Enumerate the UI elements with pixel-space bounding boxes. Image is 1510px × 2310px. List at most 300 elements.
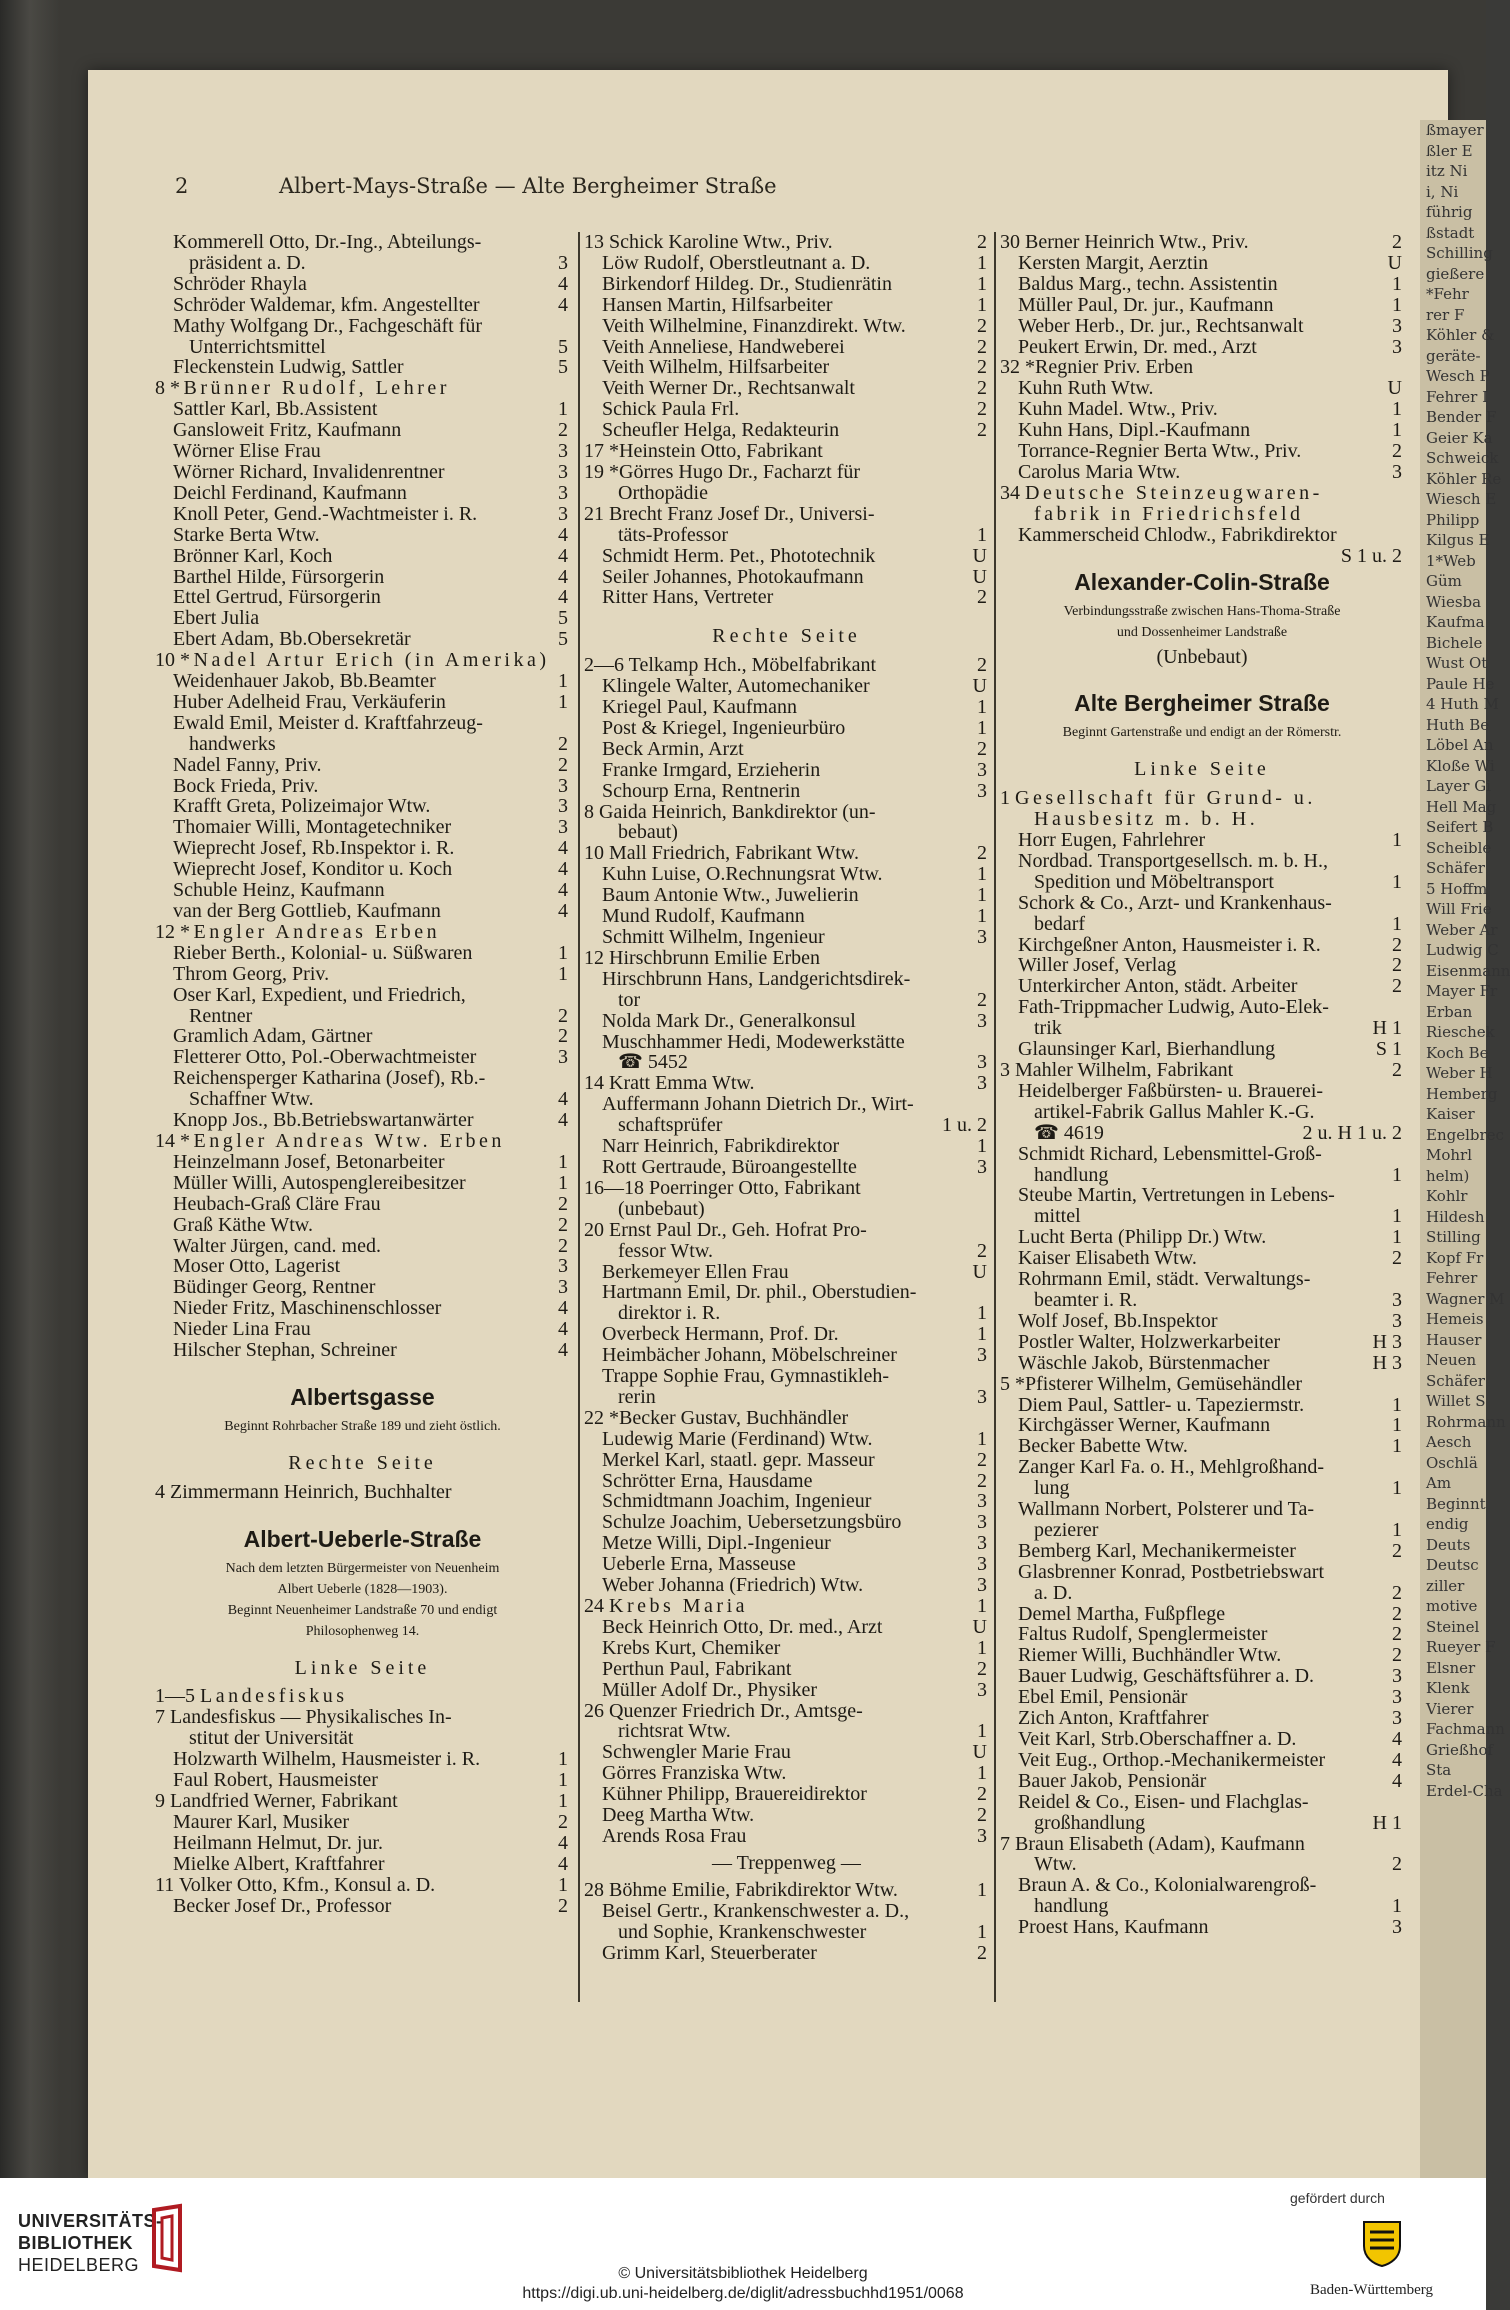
- floor-indicator: 1: [977, 523, 987, 546]
- floor-indicator: 3: [1392, 1686, 1402, 1709]
- entry-text: Starke Berta Wtw.: [173, 523, 320, 546]
- floor-indicator: 3: [558, 481, 568, 504]
- edge-fragment: Beginnt: [1426, 1494, 1486, 1513]
- entry-text: Hartmann Emil, Dr. phil., Oberstudien-: [602, 1281, 917, 1304]
- floor-indicator: 2 u. H 1 u. 2: [1302, 1121, 1402, 1144]
- entry-text: Sattler Karl, Bb.Assistent: [173, 398, 378, 421]
- edge-fragment: motive: [1426, 1597, 1478, 1615]
- entry-continuation: [1000, 1123, 1404, 1144]
- resident-entry: [584, 1763, 989, 1784]
- house-number: 14: [584, 1072, 604, 1095]
- edge-fragment: 4 Huth M: [1426, 695, 1499, 713]
- entry-text: *Engler Andreas Wtw. Erben: [180, 1129, 505, 1152]
- entry-text: Mund Rudolf, Kaufmann: [602, 905, 805, 928]
- street-note: Nach dem letzten Bürgermeister von Neuenheim: [225, 1560, 500, 1576]
- edge-fragment: Löbel An: [1426, 736, 1494, 754]
- resident-entry: [155, 483, 570, 504]
- entry-text: Kommerell Otto, Dr.-Ing., Abteilungs-: [173, 231, 482, 253]
- floor-indicator: 1: [977, 884, 987, 907]
- resident-entry: [155, 587, 570, 608]
- resident-entry: [584, 1943, 989, 1964]
- side-heading: Rechte Seite: [288, 1451, 437, 1474]
- side-heading: Linke Seite: [294, 1656, 431, 1679]
- entry-text: Diem Paul, Sattler- u. Tapeziermstr.: [1018, 1393, 1305, 1416]
- resident-entry: [155, 880, 570, 901]
- entry-text: Fleckenstein Ludwig, Sattler: [173, 356, 404, 379]
- floor-indicator: 1: [977, 1920, 987, 1943]
- floor-indicator: 3: [1392, 1288, 1402, 1311]
- floor-indicator: U: [972, 1741, 987, 1764]
- entry-continuation: [584, 1052, 989, 1073]
- entry-text: Auffermann Johann Dietrich Dr., Wirt-: [602, 1093, 914, 1116]
- street-title: Alexander-Colin-Straße: [1074, 568, 1330, 595]
- floor-indicator: 1: [558, 690, 568, 713]
- entry-text: lung: [1034, 1477, 1070, 1500]
- entry-text: Wtw.: [1034, 1853, 1077, 1876]
- floor-indicator: 4: [558, 1852, 568, 1875]
- entry-text: *Becker Gustav, Buchhändler: [609, 1406, 849, 1429]
- entry-text: Berkemeyer Ellen Frau: [602, 1260, 789, 1283]
- entry-text: Kaiser Elisabeth Wtw.: [1018, 1247, 1197, 1270]
- entry-text: Kuhn Luise, O.Rechnungsrat Wtw.: [602, 863, 883, 886]
- floor-indicator: S 1: [1375, 1038, 1402, 1061]
- resident-entry: [1000, 997, 1404, 1018]
- entry-text: Veith Wilhelm, Hilfsarbeiter: [602, 356, 830, 379]
- edge-fragment: Fehrer I: [1426, 387, 1489, 406]
- entry-text: Kammerscheid Chlodw., Fabrikdirektor: [1018, 523, 1337, 546]
- edge-fragment: Huth Be: [1426, 715, 1490, 734]
- street-note: Beginnt Rohrbacher Straße 189 und zieht östlich.: [224, 1418, 501, 1434]
- floor-indicator: 4: [558, 900, 568, 922]
- resident-entry: [584, 1136, 989, 1157]
- logo-line-1: UNIVERSITÄTS-: [18, 2211, 163, 2231]
- entry-text: Mielke Albert, Kraftfahrer: [173, 1852, 385, 1875]
- resident-entry: [584, 420, 989, 441]
- resident-entry: [1000, 1395, 1404, 1416]
- floor-indicator: 1: [558, 1171, 568, 1194]
- entry-text: schaftsprüfer: [618, 1114, 723, 1137]
- resident-entry: [155, 943, 570, 964]
- resident-entry: [1000, 378, 1404, 399]
- floor-indicator: 1: [1392, 1895, 1402, 1918]
- resident-entry: [1000, 1248, 1404, 1269]
- floor-indicator: 2: [558, 1234, 568, 1257]
- entry-text: Nieder Lina Frau: [173, 1318, 311, 1341]
- floor-indicator: 2: [558, 1810, 568, 1833]
- copyright-text: © Universitätsbibliothek Heidelberg: [618, 2265, 868, 2282]
- entry-text: Kuhn Ruth Wtw.: [1018, 377, 1154, 400]
- entry-text: täts-Professor: [618, 523, 728, 546]
- resident-entry: [1000, 955, 1404, 976]
- floor-indicator: 5: [558, 628, 568, 651]
- entry-text: Thomaier Willi, Montagetechniker: [173, 816, 452, 839]
- entry-text: Schmidt Herm. Pet., Phototechnik: [602, 544, 876, 567]
- resident-entry: [584, 1032, 989, 1053]
- entry-text: Heidelberger Faßbürsten- u. Brauerei-: [1018, 1079, 1324, 1102]
- house-number: 13: [584, 231, 604, 253]
- resident-entry: [155, 1236, 570, 1257]
- entry-text: Schröder Rhayla: [173, 272, 307, 295]
- house-number-entry: [584, 655, 989, 676]
- entry-text: Moser Otto, Lagerist: [173, 1255, 341, 1278]
- house-number-entry: [155, 1131, 570, 1152]
- entry-text: Holzwarth Wilhelm, Hausmeister i. R.: [173, 1748, 481, 1771]
- floor-indicator: 4: [1392, 1748, 1402, 1771]
- resident-entry: [1000, 1436, 1404, 1457]
- floor-indicator: 2: [558, 1894, 568, 1917]
- resident-entry: [155, 357, 570, 378]
- floor-indicator: 3: [977, 1490, 987, 1513]
- floor-indicator: 1: [558, 1769, 568, 1792]
- edge-fragment: 1*Web: [1426, 551, 1476, 570]
- house-number-entry: [155, 1791, 570, 1812]
- entry-text: Gesellschaft für Grund- u.: [1015, 787, 1316, 810]
- floor-indicator: 2: [558, 1004, 568, 1027]
- resident-entry: [155, 629, 570, 650]
- entry-text: Schmidt Richard, Lebensmittel-Groß-: [1018, 1142, 1322, 1165]
- entry-text: Zimmermann Heinrich, Buchhalter: [170, 1480, 452, 1503]
- edge-fragment: Kaufma: [1426, 613, 1485, 631]
- entry-text: *Engler Andreas Erben: [180, 920, 441, 943]
- floor-indicator: 2: [558, 419, 568, 442]
- floor-indicator: 1: [1392, 1163, 1402, 1186]
- edge-fragment: Deuts: [1426, 1535, 1471, 1554]
- edge-fragment: Wiesch E: [1426, 490, 1497, 508]
- entry-text: Spedition und Möbeltransport: [1034, 870, 1274, 893]
- edge-fragment: itz Ni: [1426, 162, 1468, 180]
- entry-text: Ebert Adam, Bb.Obersekretär: [173, 628, 411, 651]
- house-number-entry: [584, 1880, 989, 1901]
- entry-text: Landesfiskus: [200, 1685, 348, 1708]
- source-url[interactable]: https://digi.ub.uni-heidelberg.de/diglit/adressbuchhd1951/0068: [522, 2285, 964, 2302]
- floor-indicator: 4: [558, 272, 568, 295]
- resident-entry: [155, 316, 570, 337]
- floor-indicator: 4: [558, 1318, 568, 1341]
- house-number: 12: [155, 920, 175, 943]
- entry-text: großhandlung: [1034, 1811, 1146, 1834]
- floor-indicator: U: [972, 1260, 987, 1283]
- edge-fragment: Schweick: [1426, 449, 1499, 467]
- house-number-entry: [584, 802, 989, 823]
- edge-fragment: rer F: [1426, 305, 1465, 324]
- resident-entry: [584, 1262, 989, 1283]
- resident-entry: [155, 796, 570, 817]
- floor-indicator: 3: [977, 779, 987, 802]
- house-number-entry: [584, 843, 989, 864]
- edge-fragment: Wiesba: [1426, 592, 1482, 611]
- resident-entry: [1000, 1227, 1404, 1248]
- entry-text: Rohrmann Emil, städt. Verwaltungs-: [1018, 1268, 1311, 1291]
- resident-entry: [584, 1901, 989, 1922]
- edge-fragment: Am: [1426, 1474, 1452, 1492]
- floor-indicator: 2: [1392, 933, 1402, 956]
- resident-entry: [1000, 1332, 1404, 1353]
- house-number-entry: [1000, 788, 1404, 809]
- edge-fragment: Fachmann: [1426, 1720, 1505, 1738]
- edge-fragment: Paule He: [1426, 674, 1495, 693]
- house-number: 1: [1000, 787, 1010, 810]
- floor-indicator: 1: [558, 941, 568, 964]
- floor-indicator: S 1 u. 2: [1340, 544, 1402, 567]
- floor-indicator: 2: [977, 335, 987, 358]
- entry-text: Grimm Karl, Steuerberater: [602, 1941, 817, 1964]
- floor-indicator: 4: [558, 1088, 568, 1111]
- entry-text: Veith Anneliese, Handweberei: [602, 335, 845, 358]
- floor-indicator: 1: [1392, 870, 1402, 893]
- edge-fragment: Rieschek: [1426, 1023, 1495, 1041]
- floor-indicator: 1: [977, 272, 987, 295]
- entry-text: Kirchgässer Werner, Kaufmann: [1018, 1414, 1271, 1437]
- floor-indicator: U: [1387, 377, 1402, 400]
- column-3: [1000, 232, 1404, 1938]
- entry-text: Zich Anton, Kraftfahrer: [1018, 1707, 1209, 1730]
- resident-entry: [584, 337, 989, 358]
- page-number: 2: [175, 174, 189, 198]
- house-number: 7: [155, 1706, 165, 1729]
- edge-fragment: Ludwig C: [1426, 941, 1499, 959]
- entry-text: Wallmann Norbert, Polsterer und Ta-: [1018, 1498, 1314, 1521]
- floor-indicator: 1: [558, 398, 568, 421]
- entry-text: Bauer Ludwig, Geschäftsführer a. D.: [1018, 1665, 1315, 1688]
- entry-text: Büdinger Georg, Rentner: [173, 1276, 376, 1299]
- floor-indicator: 2: [1392, 954, 1402, 977]
- house-number-entry: [584, 504, 989, 525]
- resident-entry: [1000, 1750, 1404, 1771]
- entry-text: Narr Heinrich, Fabrikdirektor: [602, 1135, 840, 1158]
- entry-continuation: [584, 1199, 989, 1220]
- resident-entry: [155, 1319, 570, 1340]
- resident-entry: [1000, 935, 1404, 956]
- entry-continuation: [1000, 1018, 1404, 1039]
- entry-text: Mahler Wilhelm, Fabrikant: [1015, 1059, 1234, 1081]
- entry-text: Wäschle Jakob, Bürstenmacher: [1018, 1351, 1270, 1374]
- floor-indicator: U: [972, 544, 987, 567]
- edge-fragment: Fehrer: [1426, 1269, 1478, 1287]
- floor-indicator: 3: [977, 1385, 987, 1408]
- resident-entry: [155, 420, 570, 441]
- floor-indicator: 1: [558, 670, 568, 693]
- entry-text: *Görres Hugo Dr., Facharzt für: [609, 460, 861, 483]
- floor-indicator: H 1: [1372, 1017, 1402, 1040]
- resident-entry: [155, 985, 570, 1006]
- resident-entry: [155, 232, 570, 253]
- entry-text: Bock Frieda, Priv.: [173, 774, 319, 797]
- floor-indicator: 4: [558, 544, 568, 567]
- floor-indicator: H 3: [1372, 1351, 1402, 1374]
- floor-indicator: U: [972, 675, 987, 698]
- floor-indicator: 2: [558, 1213, 568, 1236]
- floor-indicator: 1: [558, 1748, 568, 1771]
- resident-entry: [584, 969, 989, 990]
- entry-continuation: [1000, 1854, 1404, 1875]
- entry-continuation: [1000, 1896, 1404, 1917]
- house-number-entry: [1000, 1374, 1404, 1395]
- resident-entry: [155, 295, 570, 316]
- entry-text: Schick Paula Frl.: [602, 398, 740, 421]
- entry-continuation: [1000, 872, 1404, 893]
- edge-fragment: Scheible: [1426, 838, 1492, 857]
- entry-text: Horr Eugen, Fahrlehrer: [1018, 829, 1206, 852]
- resident-entry: [584, 1324, 989, 1345]
- column-rule: [578, 232, 580, 2002]
- entry-text: Demel Martha, Fußpflege: [1018, 1602, 1226, 1625]
- resident-entry: [1000, 1771, 1404, 1792]
- house-number: 12: [584, 946, 604, 969]
- edge-fragment: Sta: [1426, 1761, 1452, 1779]
- entry-text: rerin: [618, 1385, 656, 1408]
- resident-entry: [584, 781, 989, 802]
- entry-text: Zanger Karl Fa. o. H., Mehlgroßhand-: [1018, 1456, 1325, 1479]
- entry-continuation: [1000, 809, 1404, 830]
- resident-entry: [155, 399, 570, 420]
- floor-indicator: 1: [977, 1762, 987, 1785]
- entry-text: Kuhn Madel. Wtw., Priv.: [1018, 398, 1218, 421]
- floor-indicator: 1: [558, 1790, 568, 1812]
- entry-text: Braun Elisabeth (Adam), Kaufmann: [1015, 1832, 1305, 1855]
- street-note: Beginnt Neuenheimer Landstraße 70 und endigt: [227, 1602, 498, 1618]
- resident-entry: [584, 316, 989, 337]
- floor-indicator: 2: [1392, 440, 1402, 463]
- edge-fragment: Deutsc: [1426, 1556, 1479, 1574]
- edge-fragment: gießere: [1426, 264, 1485, 283]
- entry-text: Baldus Marg., techn. Assistentin: [1018, 272, 1278, 295]
- house-number-entry: [1000, 483, 1404, 504]
- floor-indicator: 5: [558, 335, 568, 358]
- edge-fragment: helm): [1426, 1166, 1470, 1185]
- entry-text: Reidel & Co., Eisen- und Flachglas-: [1018, 1790, 1309, 1813]
- floor-indicator: 3: [977, 1532, 987, 1555]
- entry-text: Wolf Josef, Bb.Inspektor: [1018, 1309, 1218, 1332]
- floor-indicator: 2: [1392, 1539, 1402, 1562]
- resident-entry: [584, 1554, 989, 1575]
- floor-indicator: 4: [558, 837, 568, 860]
- floor-indicator: 3: [1392, 335, 1402, 358]
- footer-bar: [0, 2178, 1486, 2310]
- floor-indicator: 3: [977, 1344, 987, 1367]
- edge-fragment: Weber H: [1426, 1064, 1493, 1082]
- entry-continuation: [155, 1006, 570, 1027]
- entry-text: Weber Johanna (Friedrich) Wtw.: [602, 1574, 864, 1597]
- entry-text: Post & Kriegel, Ingenieurbüro: [602, 716, 846, 739]
- entry-text: handwerks: [189, 732, 276, 755]
- resident-entry: [1000, 441, 1404, 462]
- entry-text: Landesfiskus — Physikalisches In-: [170, 1706, 452, 1729]
- entry-text: beamter i. R.: [1034, 1288, 1138, 1311]
- floor-indicator: 1: [977, 905, 987, 928]
- resident-entry: [584, 1680, 989, 1701]
- entry-text: Kersten Margit, Aerztin: [1018, 251, 1209, 274]
- resident-entry: [584, 1512, 989, 1533]
- floor-indicator: U: [1387, 251, 1402, 274]
- entry-text: Klingele Walter, Automechaniker: [602, 675, 870, 698]
- floor-indicator: 4: [1392, 1769, 1402, 1792]
- entry-text: Braun A. & Co., Kolonialwarengroß-: [1018, 1874, 1317, 1897]
- resident-entry: [584, 760, 989, 781]
- resident-entry: [155, 274, 570, 295]
- entry-text: Becker Josef Dr., Professor: [173, 1894, 392, 1917]
- edge-fragment: Schilling: [1426, 244, 1493, 262]
- entry-text: handlung: [1034, 1163, 1109, 1186]
- resident-entry: [1000, 1415, 1404, 1436]
- floor-indicator: U: [972, 565, 987, 588]
- resident-entry: [1000, 1645, 1404, 1666]
- entry-text: Knopp Jos., Bb.Betriebswartanwärter: [173, 1109, 474, 1132]
- entry-text: bebaut): [618, 821, 678, 844]
- entry-text: Nadel Fanny, Priv.: [173, 753, 322, 776]
- entry-text: Ebel Emil, Pensionär: [1018, 1686, 1188, 1709]
- entry-continuation: [155, 337, 570, 358]
- resident-entry: [155, 817, 570, 838]
- floor-indicator: 2: [1392, 1247, 1402, 1270]
- house-number-entry: [1000, 232, 1404, 253]
- entry-text: Faltus Rudolf, Spenglermeister: [1018, 1623, 1268, 1646]
- floor-indicator: 4: [558, 1339, 568, 1362]
- house-number: 26: [584, 1699, 604, 1722]
- state-crest-icon: [1360, 2218, 1404, 2268]
- entry-text: Brönner Karl, Koch: [173, 544, 333, 567]
- entry-text: Ueberle Erna, Masseuse: [602, 1553, 796, 1576]
- entry-text: Telkamp Hch., Möbelfabrikant: [628, 654, 877, 677]
- house-number-entry: [584, 232, 989, 253]
- resident-entry: [1000, 1917, 1404, 1938]
- floor-indicator: 1: [1392, 293, 1402, 316]
- floor-indicator: 3: [977, 1678, 987, 1701]
- entry-text: Maurer Karl, Musiker: [173, 1810, 350, 1833]
- entry-text: *Brünner Rudolf, Lehrer: [170, 377, 450, 400]
- side-heading: Linke Seite: [1134, 758, 1270, 781]
- edge-fragment: Neuen: [1426, 1351, 1477, 1369]
- edge-fragment: Klenk: [1426, 1679, 1470, 1697]
- floor-indicator: 1: [977, 1595, 987, 1617]
- entry-text: präsident a. D.: [189, 251, 306, 274]
- edge-fragment: Mayer Fr: [1426, 982, 1498, 1000]
- floor-indicator: 2: [977, 842, 987, 865]
- entry-text: Orthopädie: [618, 481, 708, 504]
- entry-text: Proest Hans, Kaufmann: [1018, 1916, 1209, 1939]
- floor-indicator: 1: [1392, 829, 1402, 852]
- resident-entry: [584, 1617, 989, 1638]
- entry-text: Walter Jürgen, cand. med.: [173, 1234, 381, 1257]
- column-rule: [994, 232, 996, 2002]
- entry-text: Gramlich Adam, Gärtner: [173, 1025, 373, 1048]
- entry-text: Carolus Maria Wtw.: [1018, 460, 1181, 483]
- floor-indicator: 2: [977, 419, 987, 442]
- floor-indicator: 5: [558, 607, 568, 630]
- entry-text: Ludewig Marie (Ferdinand) Wtw.: [602, 1427, 873, 1450]
- resident-entry: [584, 739, 989, 760]
- entry-text: Fletterer Otto, Pol.-Oberwachtmeister: [173, 1046, 477, 1069]
- house-number-entry: [155, 1875, 570, 1896]
- edge-fragment: Wagner M: [1426, 1289, 1505, 1308]
- entry-text: Schwengler Marie Frau: [602, 1741, 791, 1764]
- resident-entry: [584, 274, 989, 295]
- house-number-entry: [584, 1220, 989, 1241]
- entry-text: Nordbad. Transportgesellsch. m. b. H.,: [1018, 849, 1328, 872]
- entry-text: Veith Werner Dr., Rechtsanwalt: [602, 377, 855, 400]
- entry-text: Krebs Maria: [609, 1595, 749, 1617]
- resident-entry: [1000, 1185, 1404, 1206]
- resident-entry: [155, 1340, 570, 1361]
- entry-text: und Sophie, Krankenschwester: [618, 1920, 867, 1943]
- resident-entry: [155, 546, 570, 567]
- resident-entry: [1000, 274, 1404, 295]
- resident-entry: [584, 1533, 989, 1554]
- entry-text: Görres Franziska Wtw.: [602, 1762, 787, 1785]
- resident-entry: [584, 1784, 989, 1805]
- entry-text: Schulze Joachim, Uebersetzungsbüro: [602, 1511, 902, 1534]
- resident-entry: [1000, 1687, 1404, 1708]
- entry-text: Wieprecht Josef, Konditor u. Koch: [173, 858, 453, 881]
